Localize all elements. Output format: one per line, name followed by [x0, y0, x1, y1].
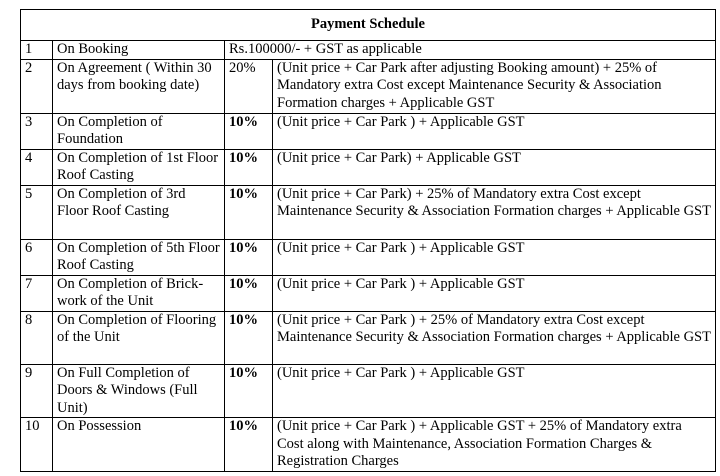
table-row [21, 41, 716, 60]
payment-stage: On Completion of Flooring of the Unit [53, 311, 225, 364]
payment-percent: 10% [225, 364, 273, 418]
payment-stage: On Booking [53, 41, 225, 60]
payment-percent: 10% [225, 418, 273, 472]
payment-percent: 20% [225, 59, 273, 113]
payment-details: (Unit price + Car Park) + 25% of Mandatory extra Cost except Maintenance Security & Association Formation charges + Applicable GST [273, 185, 716, 239]
booking-amount: Rs.100000/- + GST as applicable [225, 41, 716, 60]
payment-details: (Unit price + Car Park ) + Applicable GST [273, 239, 716, 275]
row-number: 4 [21, 149, 53, 185]
payment-stage: On Possession [53, 418, 225, 472]
payment-stage: On Full Completion of Doors & Windows (Full Unit) [53, 364, 225, 418]
payment-details: (Unit price + Car Park ) + Applicable GST [273, 275, 716, 311]
table-row [21, 239, 716, 275]
table-row [21, 185, 716, 239]
row-number: 7 [21, 275, 53, 311]
table-row [21, 113, 716, 149]
row-number: 1 [21, 41, 53, 60]
title-row [21, 10, 716, 41]
row-number: 6 [21, 239, 53, 275]
row-number: 2 [21, 59, 53, 113]
table-title: Payment Schedule [21, 10, 716, 41]
row-number: 5 [21, 185, 53, 239]
payment-percent: 10% [225, 113, 273, 149]
payment-details: (Unit price + Car Park after adjusting Booking amount) + 25% of Mandatory extra Cost except Maintenance Security & Association Formation charges + Applicable GST [273, 59, 716, 113]
row-number: 10 [21, 418, 53, 472]
payment-stage: On Completion of 5th Floor Roof Casting [53, 239, 225, 275]
payment-percent: 10% [225, 185, 273, 239]
payment-percent: 10% [225, 149, 273, 185]
payment-percent: 10% [225, 239, 273, 275]
table-row [21, 311, 716, 364]
table-row [21, 59, 716, 113]
payment-details: (Unit price + Car Park ) + Applicable GST + 25% of Mandatory extra Cost along with Maintenance, Association Formation Charges & Registration Charges [273, 418, 716, 472]
payment-details: (Unit price + Car Park) + Applicable GST [273, 149, 716, 185]
payment-stage: On Completion of 3rd Floor Roof Casting [53, 185, 225, 239]
row-number: 8 [21, 311, 53, 364]
row-number: 3 [21, 113, 53, 149]
payment-details: (Unit price + Car Park ) + 25% of Mandatory extra Cost except Maintenance Security & Association Formation charges + Applicable GST [273, 311, 716, 364]
table-row [21, 418, 716, 472]
payment-percent: 10% [225, 311, 273, 364]
payment-percent: 10% [225, 275, 273, 311]
table-row [21, 364, 716, 418]
payment-stage: On Completion of Foundation [53, 113, 225, 149]
table-row [21, 149, 716, 185]
payment-details: (Unit price + Car Park ) + Applicable GST [273, 364, 716, 418]
table-row [21, 275, 716, 311]
payment-stage: On Completion of Brick-work of the Unit [53, 275, 225, 311]
payment-details: (Unit price + Car Park ) + Applicable GST [273, 113, 716, 149]
payment-schedule-table [20, 9, 716, 472]
payment-stage: On Completion of 1st Floor Roof Casting [53, 149, 225, 185]
payment-stage: On Agreement ( Within 30 days from booking date) [53, 59, 225, 113]
row-number: 9 [21, 364, 53, 418]
